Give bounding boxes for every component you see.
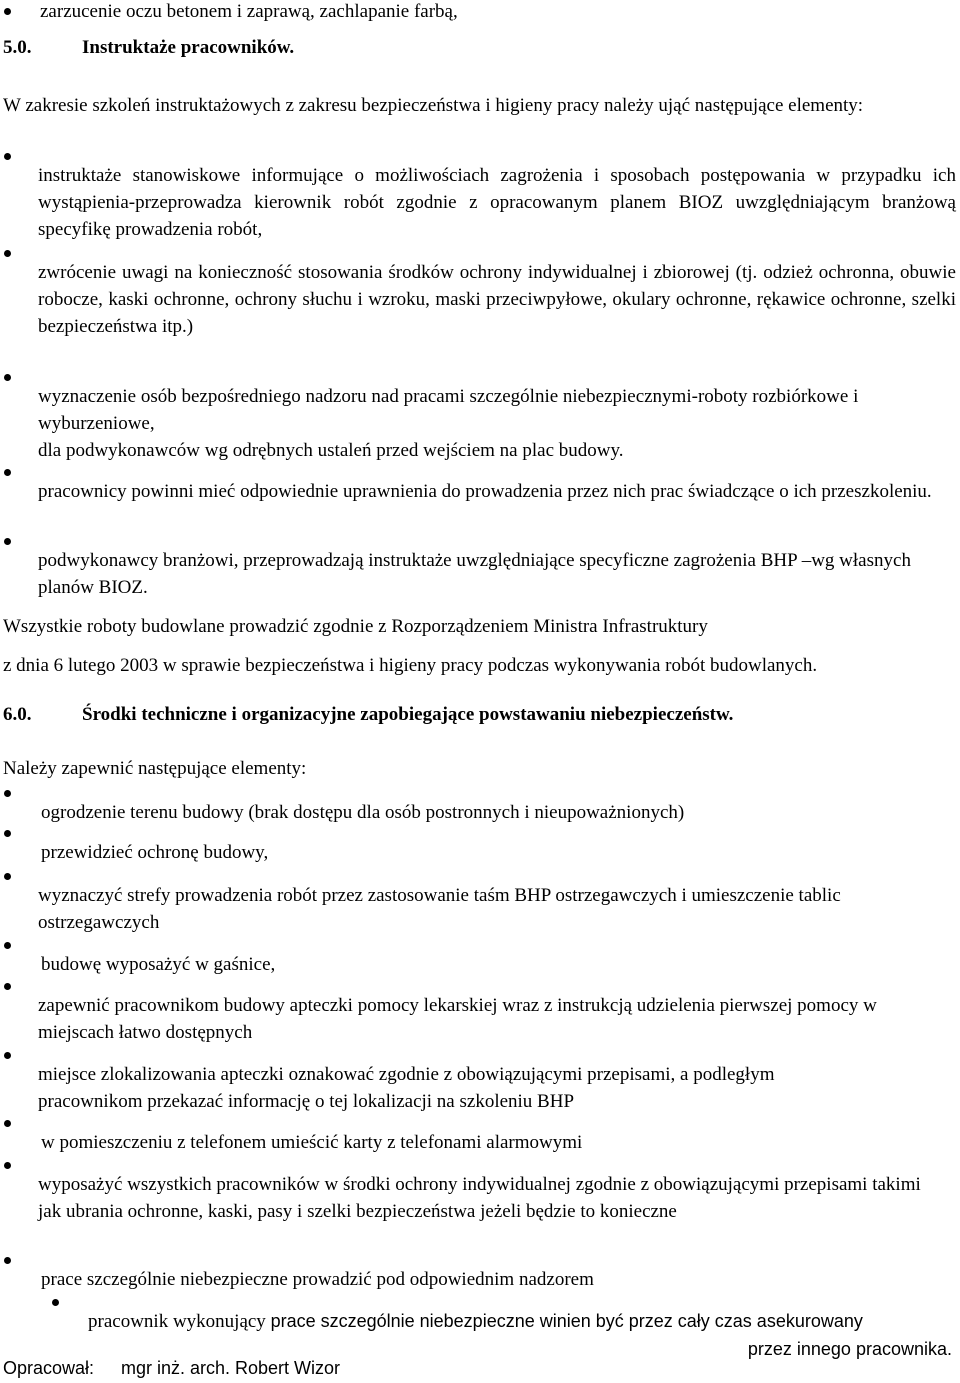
bullet-s5-4	[4, 469, 11, 476]
s6-sub-item-part-a: pracownik wykonujący	[88, 1311, 266, 1332]
s6-item-2: przewidzieć ochronę budowy,	[41, 842, 269, 863]
section5-title: Instruktaże pracowników.	[82, 37, 295, 58]
bullet-s6-3	[4, 873, 11, 880]
s6-sub-item-part-b: prace szczególnie niebezpieczne winien być przez cały czas asekurowany	[270, 1311, 863, 1331]
s5-item-3: wyznaczenie osób bezpośredniego nadzoru nad pracami szczególnie niebezpiecznymi-roboty rozbiórkowe i wyburzeniowe,	[38, 386, 859, 434]
s6-item-5: zapewnić pracownikom budowy apteczki pomocy lekarskiej wraz z instrukcją udzielenia pierwszej pomocy w miejscach łatwo dostępnych	[38, 995, 877, 1043]
s6-item-4: budowę wyposażyć w gaśnice,	[41, 954, 276, 975]
s6-item-9: prace szczególnie niebezpieczne prowadzić pod odpowiednim nadzorem	[41, 1269, 594, 1290]
section5-number: 5.0.	[3, 37, 32, 58]
s5-item-4: pracownicy powinni mieć odpowiednie uprawnienia do prowadzenia przez nich prac świadczące o ich przeszkoleniu.	[38, 481, 932, 502]
bullet-s6-6	[4, 1052, 11, 1059]
bullet-s6-7	[4, 1120, 11, 1127]
footer-label: Opracował:	[3, 1358, 95, 1378]
bullet-s6-1	[4, 790, 11, 797]
s6-item-7: w pomieszczeniu z telefonem umieścić karty z telefonami alarmowymi	[41, 1132, 583, 1153]
s6-item-3: wyznaczyć strefy prowadzenia robót przez zastosowanie taśm BHP ostrzegawczych i umieszczenie tablic ostrzegawczych	[38, 885, 841, 933]
bullet-s5-5	[4, 538, 11, 545]
bullet-s5-1	[4, 153, 11, 160]
s5-after-1: Wszystkie roboty budowlane prowadzić zgodnie z Rozporządzeniem Ministra Infrastruktury	[3, 616, 708, 637]
bullet-s5-2	[4, 250, 11, 257]
s6-sub-item-cont: przez innego pracownika.	[747, 1339, 952, 1359]
s5-after-2: z dnia 6 lutego 2003 w sprawie bezpieczeństwa i higieny pracy podczas wykonywania robót budowlanych.	[3, 655, 818, 676]
s6-item-6: miejsce zlokalizowania apteczki oznakować zgodnie z obowiązującymi przepisami, a podległym pracownikom przekazać informację o tej lokalizacji na szkoleniu BHP	[38, 1064, 775, 1112]
s5-item-3b: dla podwykonawców wg odrębnych ustaleń przed wejściem na plac budowy.	[38, 440, 624, 461]
footer-author: mgr inż. arch. Robert Wizor	[121, 1358, 341, 1378]
bullet-s6-9	[4, 1257, 11, 1264]
s5-item-5: podwykonawcy branżowi, przeprowadzają instruktaże uwzględniające specyficzne zagrożenia BHP –wg własnych planów BIOZ.	[38, 550, 911, 598]
top-item: zarzucenie oczu betonem i zaprawą, zachlapanie farbą,	[40, 1, 458, 22]
section6-title: Środki techniczne i organizacyjne zapobiegające powstawaniu niebezpieczeństw.	[82, 704, 734, 725]
s6-item-1: ogrodzenie terenu budowy (brak dostępu dla osób postronnych i nieupoważnionych)	[41, 802, 685, 823]
bullet-s6-4	[4, 942, 11, 949]
s6-sub-item	[88, 1308, 863, 1335]
bullet-s6-sub	[52, 1299, 59, 1306]
section5-intro: W zakresie szkoleń instruktażowych z zakresu bezpieczeństwa i higieny pracy należy ująć następujące elementy:	[3, 95, 864, 116]
bullet-s6-8	[4, 1162, 11, 1169]
s5-item-1: instruktaże stanowiskowe informujące o możliwościach zagrożenia i sposobach postępowania w przypadku ich wystąpienia-przeprowadza kierownik robót zgodnie z opracowanym planem BIOZ uwzględniającym branżową specyfikę prowadzenia robót,	[38, 165, 956, 240]
bullet-s6-2	[4, 830, 11, 837]
section6-intro: Należy zapewnić następujące elementy:	[3, 758, 307, 779]
s6-item-8: wyposażyć wszystkich pracowników w środki ochrony indywidualnej zgodnie z obowiązującymi przepisami takimi jak ubrania ochronne, kaski, pasy i szelki bezpieczeństwa jeżeli będzie to konieczne	[38, 1174, 921, 1222]
bullet-s6-5	[4, 983, 11, 990]
s5-item-2: zwrócenie uwagi na konieczność stosowania środków ochrony indywidualnej i zbiorowej (tj. odzież ochronna, obuwie robocze, kaski ochronne, ochrony słuchu i wzroku, maski przeciwpyłowe, okulary ochronne, rękawice ochronne, szelki bezpieczeństwa itp.)	[38, 262, 956, 337]
bullet-s5-3	[4, 374, 11, 381]
section6-number: 6.0.	[3, 704, 32, 725]
bullet-top	[4, 8, 11, 15]
